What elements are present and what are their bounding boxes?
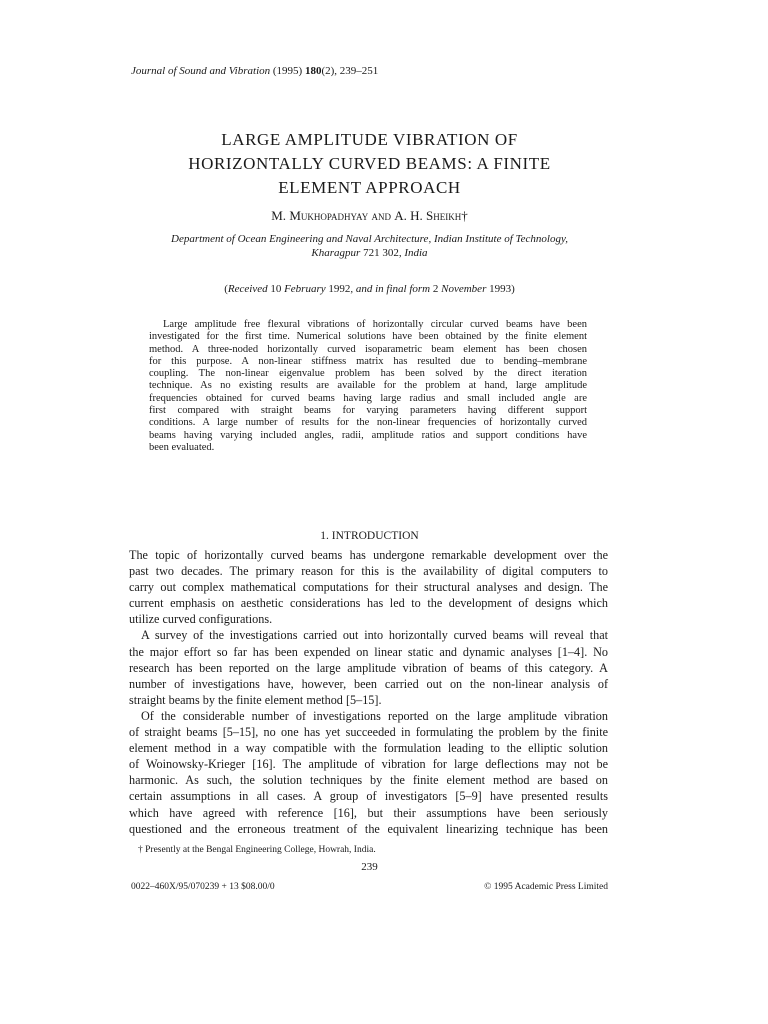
final-form-label: , and in final form [350,283,433,295]
body-line: current emphasis on aesthetic considerations has led to the development of designs which [129,596,608,611]
body-line: past two decades. The primary reason for this is the availability of digital computers to [129,564,608,579]
affiliation-line-2 [131,246,608,260]
author-2-surname: Sheikh [426,208,462,223]
body-line: of straight beams [5–15], no one has yet succeeded in formulating the problem by the finite [129,725,608,740]
affiliation-city: Kharagpur [311,247,364,259]
paper-title [131,128,608,200]
abstract [149,319,587,454]
body-line: the major effort so far has been expended on linear static and dynamic analyses [1–4]. No [129,644,608,659]
body-line: number of investigations have, however, been carried out on the non-linear analysis of [129,676,608,691]
body-line: A survey of the investigations carried out into horizontally curved beams will reveal that [141,628,608,643]
body-line: of Woinowsky-Krieger [16]. The amplitude of vibration for large deflections may not be [129,757,608,772]
page-number: 239 [361,861,378,873]
body-line: The topic of horizontally curved beams has undergone remarkable development over the [129,548,608,562]
author-list [131,207,608,224]
body-line: Of the considerable number of investigations reported on the large amplitude vibration [141,708,608,723]
affiliation-line-1: Department of Ocean Engineering and Naval Architecture, Indian Institute of Technology, [171,233,568,245]
body-line: carry out complex mathematical computations for their structural analyses and design. The [129,580,608,595]
body-line: which have agreed with reference [16], but their assumptions have been seriously [129,805,608,820]
final-form-day: 2 [432,283,442,295]
affiliation [131,232,608,260]
section-heading-introduction: 1. INTRODUCTION [320,530,419,542]
body-line: questioned and the erroneous treatment of the equivalent linearizing technique has been [129,821,608,836]
received-open-paren: ( [224,283,228,295]
received-month: February [284,283,329,295]
issn-code: 0022–460X/95/070239 + 13 $08.00/0 [131,882,275,892]
journal-volume: 180 [304,65,322,77]
received-year: 1992 [328,283,351,295]
copyright-notice: © 1995 Academic Press Limited [484,882,608,892]
body-line: straight beams by the finite element method [5–15]. [129,692,382,707]
body-line: harmonic. As such, the solution techniques by the finite element method are based on [129,773,608,788]
abstract-line: Large amplitude free flexural vibrations of horizontally circular curved beams have been [163,319,587,330]
abstract-line: beams having varying included angles, radii, amplitude ratios and support conditions have [149,429,587,441]
title-line-3: ELEMENT APPROACH [278,178,461,197]
abstract-line: investigated for the first time. Numerical solutions have been obtained by the finite element [149,331,587,343]
author-1-surname: Mukhopadhyay [289,208,369,223]
abstract-line: conditions. A large number of results for the non-linear frequencies of horizontally curved [149,417,587,429]
final-form-year: 1993 [489,283,512,295]
body-line: element method in a way compatible with the formulation leading to the elliptic solution [129,741,608,756]
author-dagger: † [461,208,468,223]
journal-reference [131,64,378,78]
title-line-1: LARGE AMPLITUDE VIBRATION OF [221,130,518,149]
title-line-2: HORIZONTALLY CURVED BEAMS: A FINITE [188,154,551,173]
abstract-line: technique. As no existing results are available for the problem at hand, large amplitude [149,380,587,392]
abstract-line: coupling. The non-linear eigenvalue problem has been solved by the direct iteration [149,368,587,380]
introduction-body [129,547,608,837]
footnote: † Presently at the Bengal Engineering College, Howrah, India. [138,845,376,855]
abstract-line: method. A three-noded horizontally curved isoparametric beam element has been chosen [149,343,587,355]
body-line: utilize curved configurations. [129,612,273,627]
journal-year: (1995) [272,65,303,77]
body-line: certain assumptions in all cases. A group of investigators [5–9] have presented results [129,789,608,804]
author-1-initial: M. [271,208,290,223]
author-2-initial: A. H. [394,208,427,223]
received-dates [131,282,608,296]
abstract-line: frequencies obtained for curved beams having large radius and small included angle are [149,392,587,404]
abstract-line: been evaluated. [149,441,215,453]
received-label: Received [227,283,271,295]
received-day: 10 [270,283,285,295]
abstract-line: for this purpose. A non-linear stiffness matrix has resulted due to bending–membrane [149,355,587,367]
received-close-paren: ) [511,283,515,295]
affiliation-country: , India [398,247,428,259]
body-line: research has been reported on the large amplitude vibration of beams of this category. A [129,660,608,675]
journal-issue-pages: (2), 239–251 [321,65,379,77]
final-form-month: November [441,283,490,295]
abstract-line: first compared with straight beams for varying parameters having different support [149,405,587,417]
author-conjunction: and [368,208,395,223]
affiliation-postcode: 721 302 [363,247,399,259]
journal-name: Journal of Sound and Vibration [131,65,271,77]
